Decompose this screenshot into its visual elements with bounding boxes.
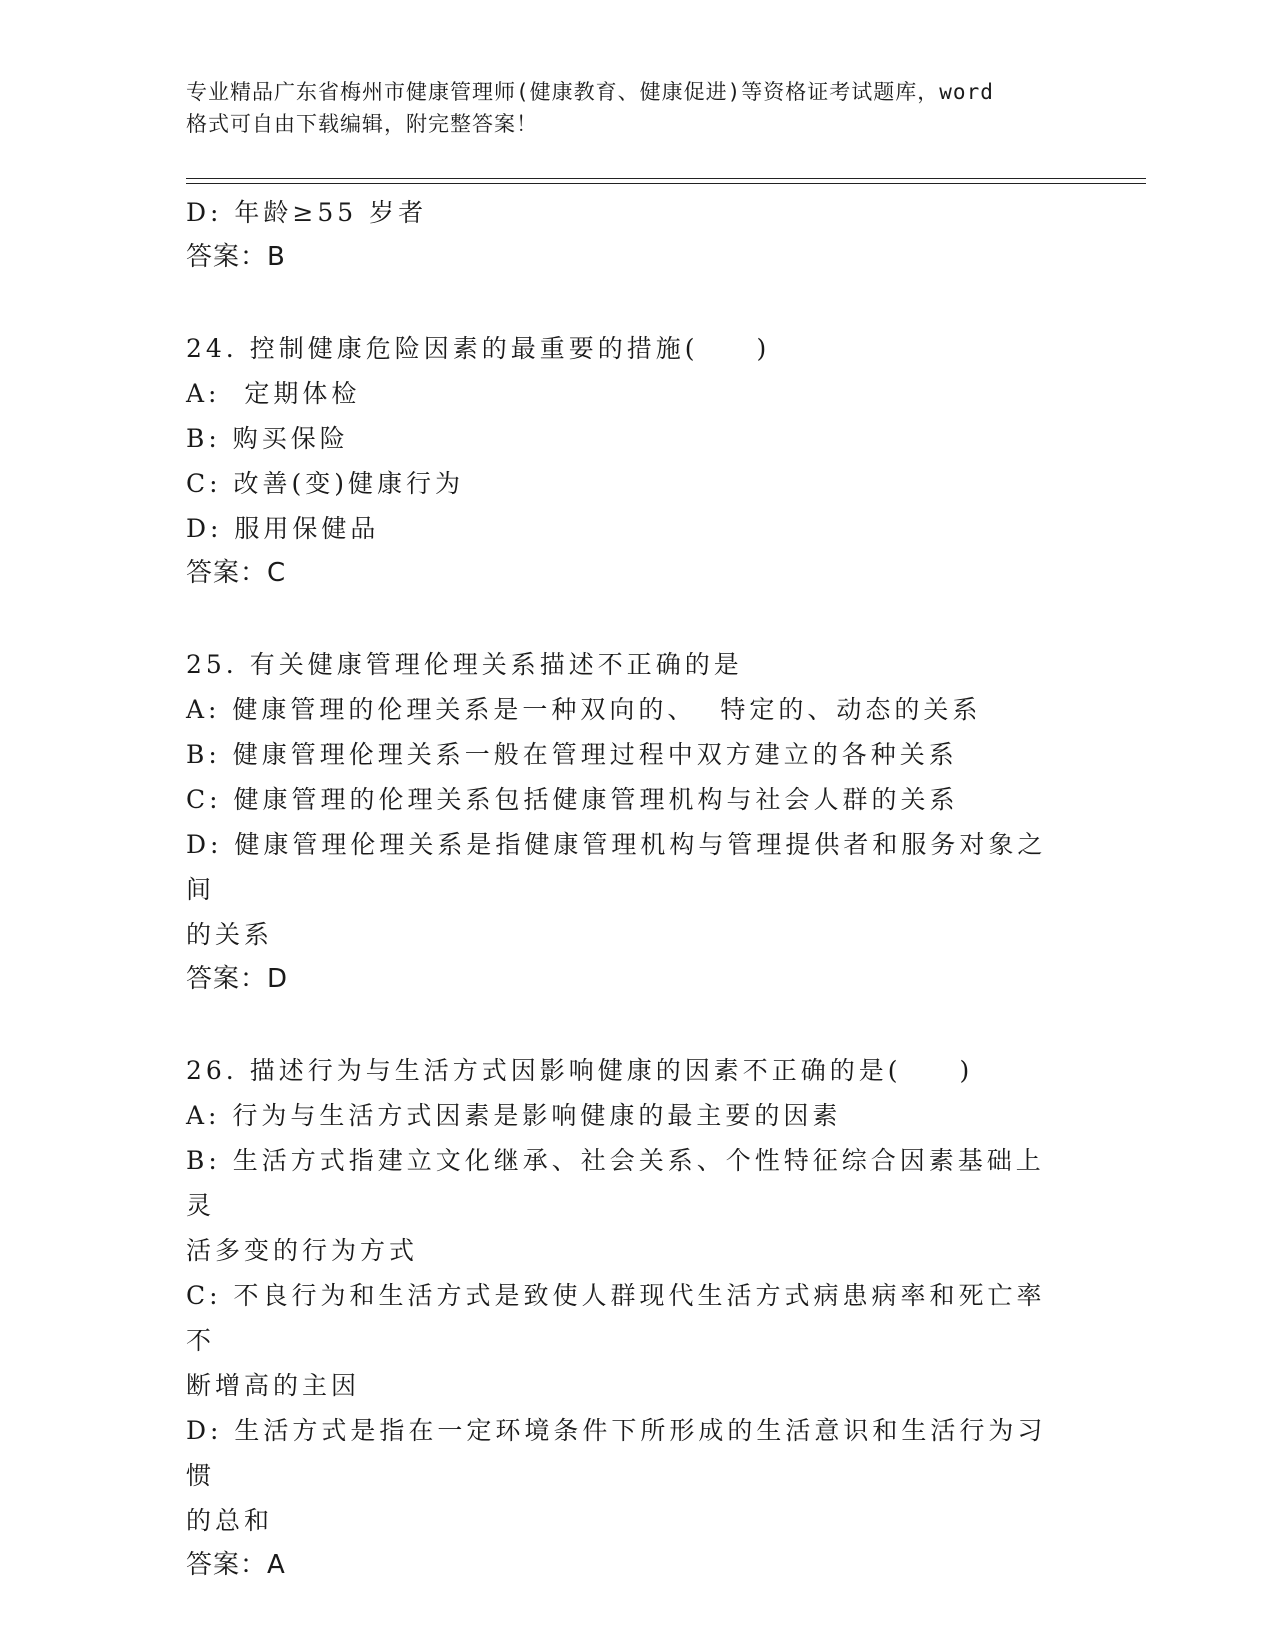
question-block-25 bbox=[186, 642, 1066, 1002]
spacer bbox=[186, 596, 1066, 642]
answer-line: 答案：A bbox=[186, 1550, 286, 1580]
question-block-26 bbox=[186, 1048, 1066, 1588]
option-c: C: 改善(变)健康行为 bbox=[186, 469, 465, 498]
header-divider-bottom bbox=[186, 183, 1146, 184]
option-c-continued: 断增高的主因 bbox=[186, 1371, 361, 1400]
option-a: A: 行为与生活方式因素是影响健康的最主要的因素 bbox=[186, 1101, 842, 1130]
option-a: A: 健康管理的伦理关系是一种双向的、 特定的、动态的关系 bbox=[186, 695, 982, 724]
answer-line: 答案：B bbox=[186, 242, 286, 272]
document-body bbox=[186, 190, 1066, 1588]
option-d: D: 生活方式是指在一定环境条件下所形成的生活意识和生活行为习惯 bbox=[186, 1416, 1047, 1490]
page-header bbox=[186, 76, 1086, 140]
header-divider-top bbox=[186, 178, 1146, 179]
answer-line: 答案：C bbox=[186, 558, 287, 588]
header-line-1: 专业精品广东省梅州市健康管理师(健康教育、健康促进)等资格证考试题库，word bbox=[186, 80, 994, 104]
question-stem: 24. 控制健康危险因素的最重要的措施( ) bbox=[186, 334, 771, 363]
question-block-prev bbox=[186, 190, 1066, 280]
spacer bbox=[186, 280, 1066, 326]
question-stem: 26. 描述行为与生活方式因影响健康的因素不正确的是( ) bbox=[186, 1056, 974, 1085]
option-c: C: 健康管理的伦理关系包括健康管理机构与社会人群的关系 bbox=[186, 785, 959, 814]
question-stem: 25. 有关健康管理伦理关系描述不正确的是 bbox=[186, 650, 743, 679]
option-c: C: 不良行为和生活方式是致使人群现代生活方式病患病率和死亡率不 bbox=[186, 1281, 1046, 1355]
answer-line: 答案：D bbox=[186, 964, 289, 994]
option-d: D: 健康管理伦理关系是指健康管理机构与管理提供者和服务对象之间 bbox=[186, 830, 1047, 904]
option-b-continued: 活多变的行为方式 bbox=[186, 1236, 419, 1265]
option-d: D: 年龄≥55 岁者 bbox=[186, 198, 428, 227]
option-a: A: 定期体检 bbox=[186, 379, 361, 408]
question-block-24 bbox=[186, 326, 1066, 596]
option-b: B: 生活方式指建立文化继承、社会关系、个性特征综合因素基础上灵 bbox=[186, 1146, 1045, 1220]
option-d-continued: 的关系 bbox=[186, 920, 274, 949]
option-b: B: 健康管理伦理关系一般在管理过程中双方建立的各种关系 bbox=[186, 740, 958, 769]
option-d: D: 服用保健品 bbox=[186, 514, 380, 543]
header-line-2: 格式可自由下载编辑，附完整答案！ bbox=[186, 112, 538, 136]
option-d-continued: 的总和 bbox=[186, 1506, 274, 1535]
option-b: B: 购买保险 bbox=[186, 424, 349, 453]
spacer bbox=[186, 1002, 1066, 1048]
